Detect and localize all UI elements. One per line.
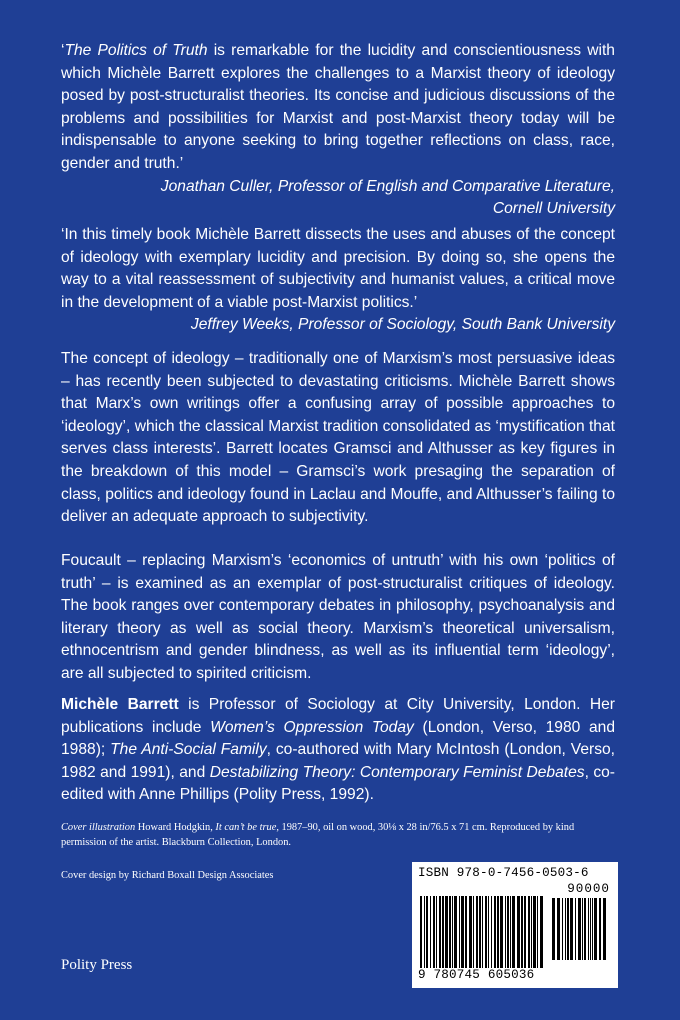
barcode-bar bbox=[469, 896, 472, 968]
barcode-bar bbox=[594, 898, 597, 960]
barcode-bar bbox=[507, 896, 509, 968]
book-title: The Politics of Truth bbox=[64, 42, 208, 59]
credit-label: Cover illustration bbox=[61, 822, 136, 833]
barcode-bar bbox=[562, 898, 563, 960]
bio-segment: is Professor of Sociology at City University, London. Her publications include bbox=[61, 696, 615, 736]
book-title: Destabilizing Theory: Contemporary Feminist Debates bbox=[209, 763, 585, 781]
barcode-bar bbox=[433, 896, 435, 968]
barcode-bar bbox=[533, 896, 536, 968]
cover-illustration-credit bbox=[61, 820, 621, 850]
quote-attribution bbox=[61, 176, 615, 221]
barcode-bar bbox=[582, 898, 583, 960]
barcode-bar bbox=[479, 896, 481, 968]
isbn-text: ISBN 978-0-7456-0503-6 bbox=[418, 866, 589, 880]
barcode-bar bbox=[578, 898, 581, 960]
endorsement-culler bbox=[61, 40, 615, 221]
publisher-name: Polity Press bbox=[61, 957, 133, 973]
barcode-bar bbox=[531, 896, 532, 968]
barcode-bar bbox=[449, 896, 451, 968]
barcode-bar bbox=[426, 896, 428, 968]
barcode-bar bbox=[424, 896, 425, 968]
barcode-bar bbox=[452, 896, 453, 968]
bio-segment: , co-edited with Anne Phillips (Polity Press, 1992). bbox=[61, 763, 615, 804]
barcode-number: 9 780745 605036 bbox=[418, 968, 535, 982]
barcode-bar bbox=[505, 896, 506, 968]
barcode-bar bbox=[537, 896, 538, 968]
barcode-bar bbox=[521, 896, 523, 968]
barcode-bar bbox=[473, 896, 474, 968]
barcode-bar bbox=[557, 898, 560, 960]
attribution-line-1: Jonathan Culler, Professor of English and Comparative Literature, bbox=[160, 177, 615, 195]
description-paragraph-1 bbox=[61, 348, 615, 529]
description-text: Foucault – replacing Marxism’s ‘economics of untruth’ with his own ‘politics of truth’ – is examined as an exemplar of post-structuralist critiques of ideology. The book ranges over contemporary debates in philosophy, psychoanalysis and literary theory as well as social theory. Marxism’s theoretical universalism, ethnocentrism and gender blindness, as well as its influential term ‘ideology’, are all subjected to spirited criticism. bbox=[61, 552, 615, 682]
credit-segment: , 1987–90, oil on wood, 30⅛ x 28 in/76.5 x 71 cm. Reproduced by kind permission of the artist. Blackburn Collection, London. bbox=[61, 822, 575, 848]
barcode-bar bbox=[465, 896, 467, 968]
barcode-addon-bars bbox=[552, 898, 608, 960]
attribution-line-2: Cornell University bbox=[492, 200, 615, 218]
barcode-bar bbox=[488, 896, 489, 968]
barcode-bar bbox=[524, 896, 526, 968]
barcode-bar bbox=[599, 898, 601, 960]
bio-segment: (London, Verso, 1980 and 1988); bbox=[61, 718, 615, 759]
description-paragraph-2 bbox=[61, 550, 615, 686]
barcode-bar bbox=[482, 896, 483, 968]
barcode-bar bbox=[603, 898, 606, 960]
barcode-bar bbox=[584, 898, 586, 960]
book-title: The Anti-Social Family bbox=[110, 741, 267, 759]
open-quote-mark: ‘ bbox=[61, 42, 65, 59]
barcode-bar bbox=[592, 898, 593, 960]
quote-text bbox=[61, 40, 615, 176]
barcode bbox=[412, 862, 618, 988]
quote-attribution: Jeffrey Weeks, Professor of Sociology, South Bank University bbox=[190, 316, 615, 334]
barcode-bar bbox=[445, 896, 448, 968]
barcode-bar bbox=[497, 896, 499, 968]
barcode-bar bbox=[439, 896, 441, 968]
endorsement-weeks bbox=[61, 224, 615, 337]
barcode-bar bbox=[575, 898, 576, 960]
barcode-bar bbox=[436, 896, 437, 968]
barcode-bar bbox=[461, 896, 464, 968]
barcode-bar bbox=[420, 896, 422, 968]
barcode-bar bbox=[500, 896, 503, 968]
quote-text: ‘In this timely book Michèle Barrett dissects the uses and abuses of the concept of ideology with exemplary lucidity and precision. By doing so, she opens the way to a vital reassessment of subjectivity and humanist values, a critical move in the development of a viable post-Marxist politics.’ bbox=[61, 226, 615, 311]
barcode-bar bbox=[588, 898, 589, 960]
barcode-bar bbox=[552, 898, 555, 960]
barcode-bar bbox=[442, 896, 444, 968]
book-title: Women’s Oppression Today bbox=[210, 718, 414, 736]
barcode-bar bbox=[430, 896, 431, 968]
author-name: Michèle Barrett bbox=[61, 696, 179, 713]
barcode-bar bbox=[494, 896, 496, 968]
barcode-bar bbox=[540, 896, 543, 968]
barcode-bar bbox=[485, 896, 487, 968]
artwork-title: It can’t be true bbox=[215, 822, 277, 833]
barcode-bar bbox=[512, 896, 515, 968]
barcode-bar bbox=[491, 896, 492, 968]
barcode-bar bbox=[590, 898, 591, 960]
barcode-bar bbox=[528, 896, 530, 968]
bio-segment: , co-authored with Mary McIntosh (London, Verso, 1982 and 1991), and bbox=[61, 741, 615, 781]
barcode-bar bbox=[570, 898, 573, 960]
barcode-bar bbox=[565, 898, 566, 960]
price-code: 90000 bbox=[567, 882, 610, 896]
author-bio bbox=[61, 694, 615, 807]
barcode-bars bbox=[420, 896, 544, 968]
description-text: The concept of ideology – traditionally one of Marxism’s most persuasive ideas – has recently been subjected to devastating criticisms. Michèle Barrett shows that Marx’s own writings offer a confusing array of possible approaches to ‘ideology’, which the classical Marxist tradition consolidated as ‘mystification that serves class interests’. Barrett locates Gramsci and Althusser as key figures in the breakdown of this model – Gramsci’s work presaging the separation of class, politics and ideology found in Laclau and Mouffe, and Althusser’s failing to deliver an adequate approach to subjectivity. bbox=[61, 350, 615, 526]
barcode-bar bbox=[510, 896, 511, 968]
bio-text bbox=[61, 694, 615, 807]
barcode-bar bbox=[517, 896, 520, 968]
barcode-bar bbox=[567, 898, 569, 960]
barcode-bar bbox=[476, 896, 478, 968]
quote-body: is remarkable for the lucidity and conscientiousness with which Michèle Barrett explores the challenges to a Marxist theory of ideology posed by post-structuralist theories. Its concise and judicious discussions of the problems and possibilities for Marxist and post-Marxist theory today will be indispensable to anyone seeking to bring together reflections on class, race, gender and truth.’ bbox=[61, 42, 615, 172]
cover-design-credit: Cover design by Richard Boxall Design Associates bbox=[61, 870, 274, 881]
barcode-bar bbox=[459, 896, 460, 968]
barcode-bar bbox=[454, 896, 457, 968]
credit-segment: Howard Hodgkin, bbox=[135, 822, 216, 833]
